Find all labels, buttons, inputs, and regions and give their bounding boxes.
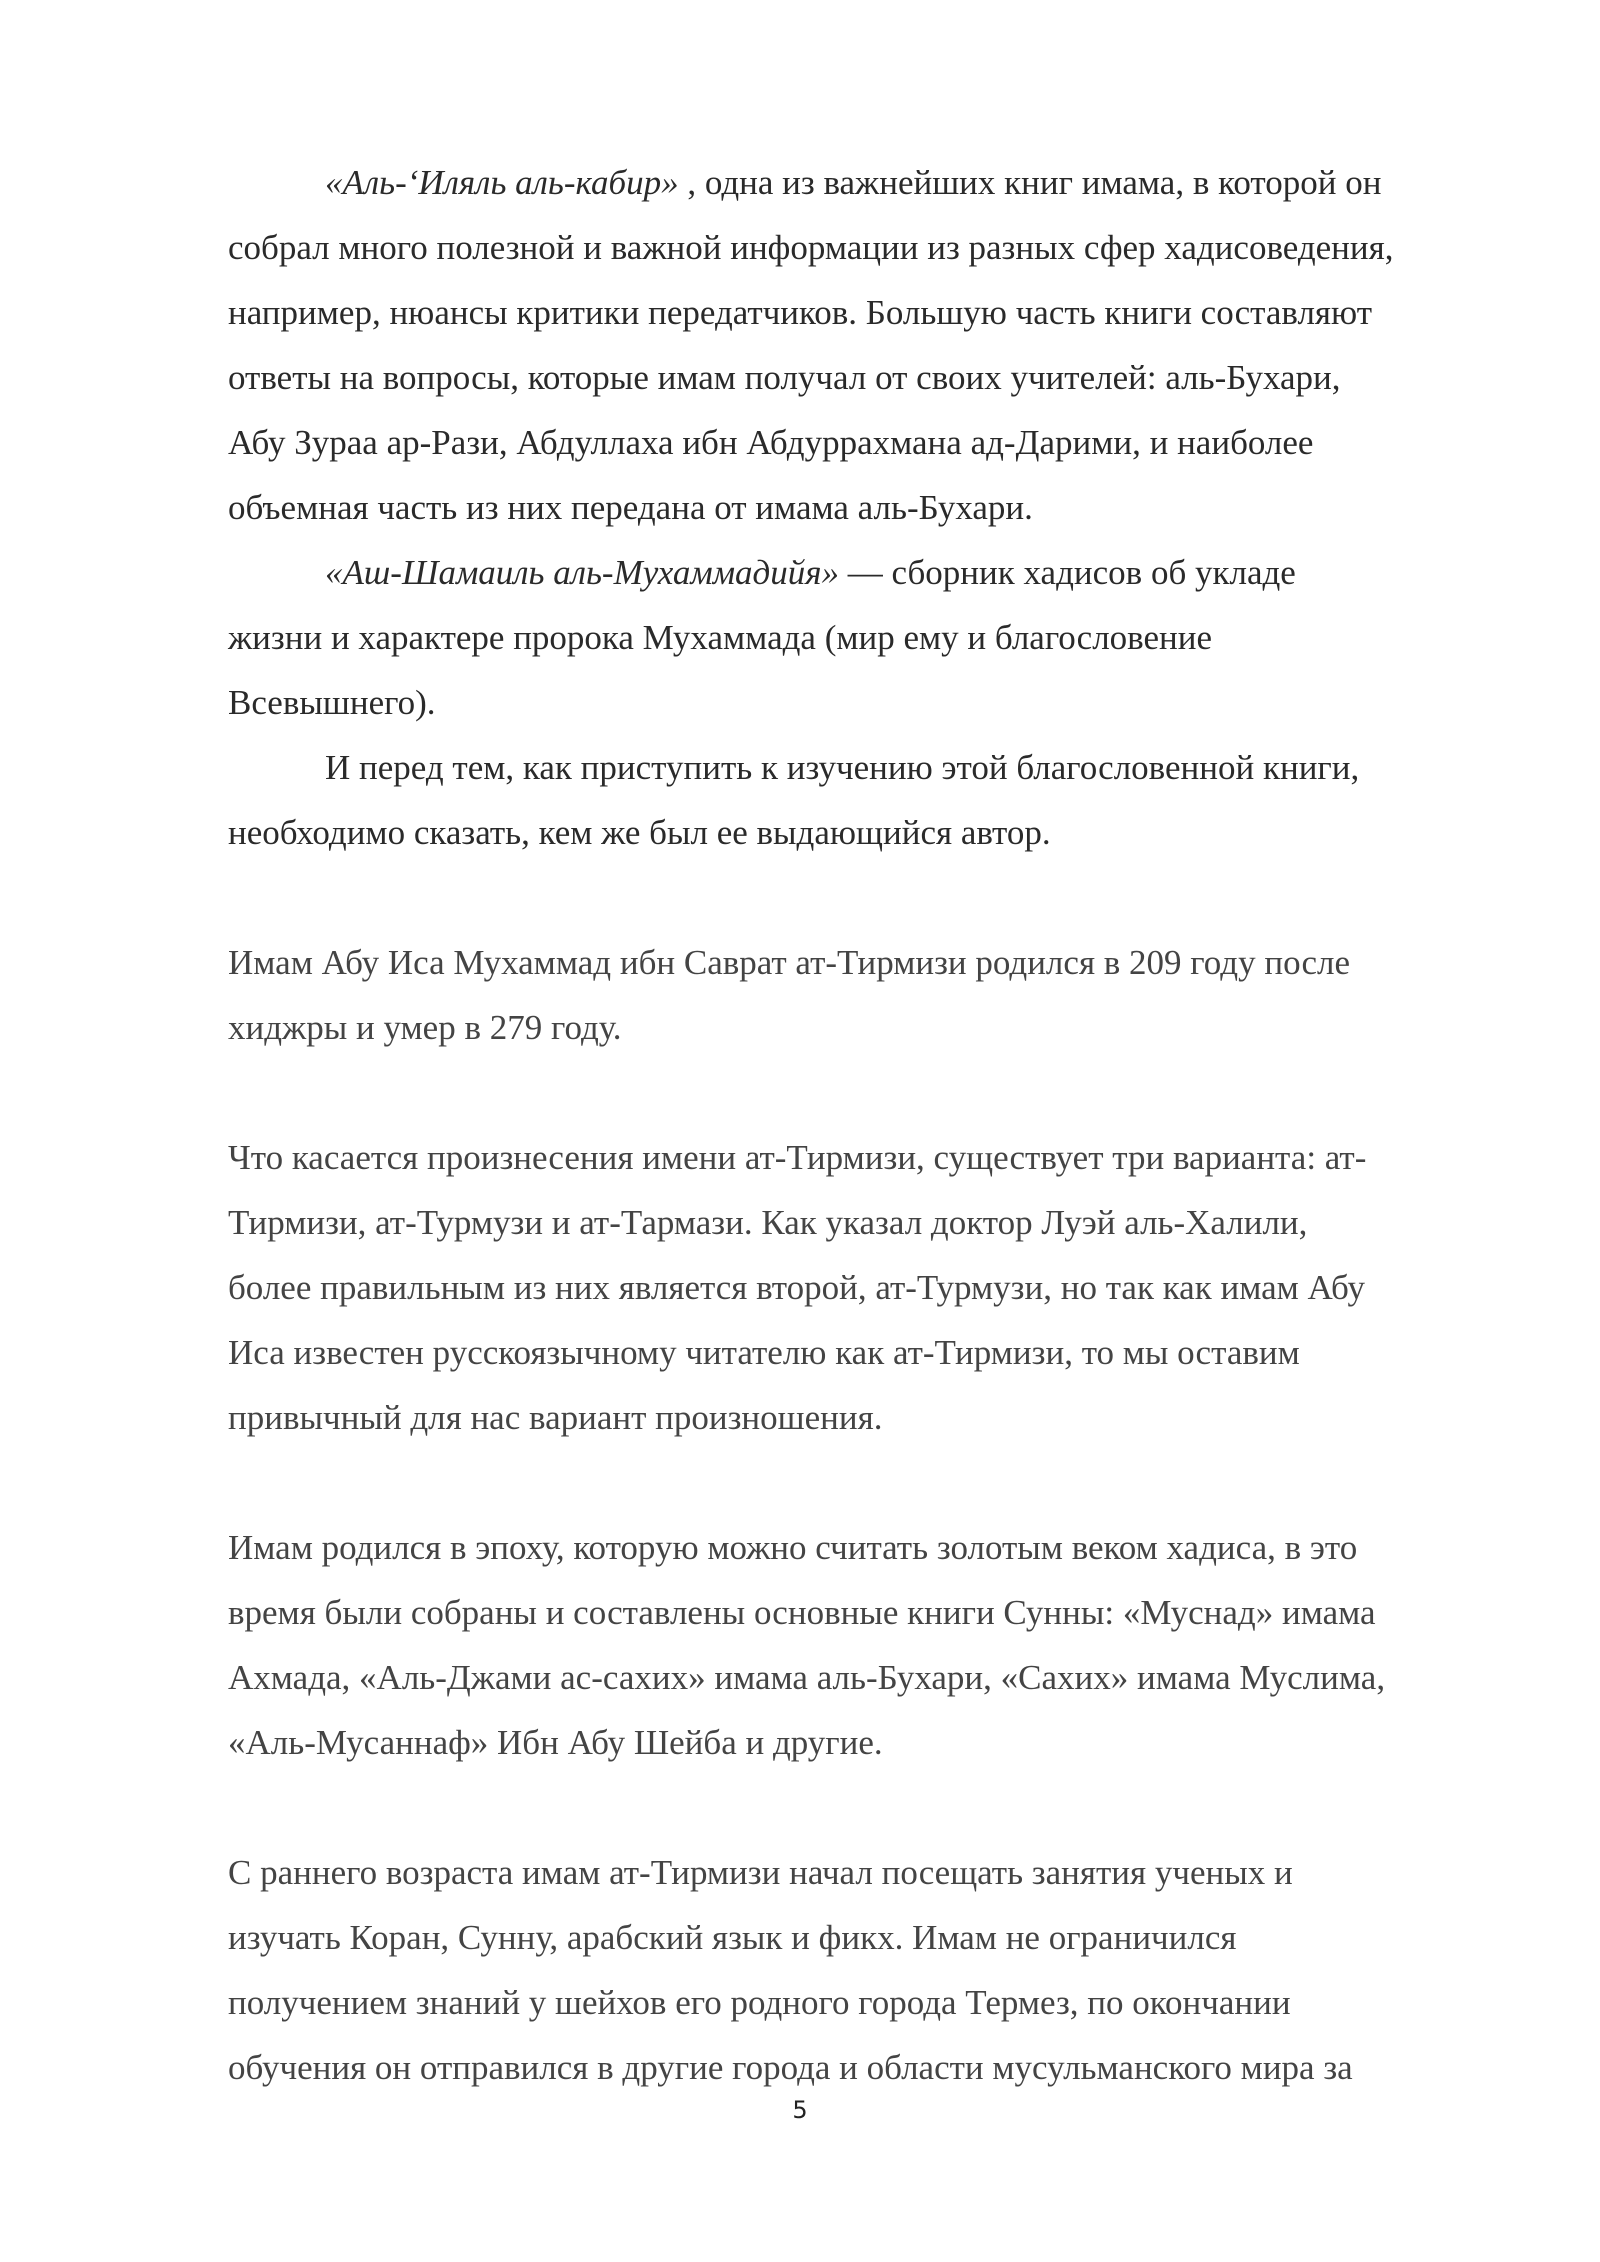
paragraph-golden-age (228, 1515, 1528, 1775)
body-text (228, 150, 1528, 2100)
paragraph-ash-shamail (228, 540, 1528, 735)
book-title-ash-shamail: «Аш-Шамаиль аль-Мухаммадийя» (325, 553, 840, 592)
text-line: время были собраны и составлены основные книги Сунны: «Муснад» имама (228, 1593, 1376, 1632)
text-line (228, 540, 1528, 605)
text-fragment: , одна из важнейших книг имама, в которой он (678, 163, 1382, 202)
text-line: Тирмизи, ат-Турмузи и ат-Тармази. Как указал доктор Луэй аль-Халили, (228, 1203, 1308, 1242)
text-line: И перед тем, как приступить к изучению этой благословенной книги, (325, 748, 1360, 787)
text-fragment: — сборник хадисов об укладе (839, 553, 1296, 592)
text-line: получением знаний у шейхов его родного города Термез, по окончании (228, 1983, 1291, 2022)
page-number: 5 (792, 2096, 808, 2124)
paragraph-early-studies (228, 1840, 1528, 2100)
text-line (228, 150, 1528, 215)
text-line: например, нюансы критики передатчиков. Большую часть книги составляют (228, 293, 1372, 332)
paragraph-pronunciation (228, 1125, 1528, 1450)
text-line: Имам Абу Иса Мухаммад ибн Саврат ат-Тирмизи родился в 209 году после (228, 943, 1350, 982)
text-line: Ахмада, «Аль-Джами ас-сахих» имама аль-Бухари, «Сахих» имама Муслима, (228, 1658, 1386, 1697)
paragraph-introduction (228, 735, 1528, 865)
paragraph-spacer (228, 865, 1528, 930)
paragraph-spacer (228, 1450, 1528, 1515)
text-line: привычный для нас вариант произношения. (228, 1398, 883, 1437)
text-line: «Аль-Мусаннаф» Ибн Абу Шейба и другие. (228, 1723, 883, 1762)
paragraph-al-ilal (228, 150, 1528, 540)
text-line: жизни и характере пророка Мухаммада (мир ему и благословение (228, 618, 1213, 657)
text-line: ответы на вопросы, которые имам получал от своих учителей: аль-Бухари, (228, 358, 1341, 397)
text-line: Иса известен русскоязычному читателю как ат-Тирмизи, то мы оставим (228, 1333, 1300, 1372)
text-line: обучения он отправился в другие города и области мусульманского мира за (228, 2048, 1353, 2087)
paragraph-spacer (228, 1060, 1528, 1125)
text-line: С раннего возраста имам ат-Тирмизи начал посещать занятия ученых и (228, 1853, 1293, 1892)
paragraph-birth (228, 930, 1528, 1060)
text-line: более правильным из них является второй, ат-Турмузи, но так как имам Абу (228, 1268, 1366, 1307)
text-line: Всевышнего). (228, 683, 436, 722)
book-title-al-ilal: «Аль-‘Иляль аль-кабир» (325, 163, 679, 202)
text-line: Абу Зураа ар-Рази, Абдуллаха ибн Абдуррахмана ад-Дарими, и наиболее (228, 423, 1314, 462)
text-line: изучать Коран, Сунну, арабский язык и фикх. Имам не ограничился (228, 1918, 1237, 1957)
text-line: Что касается произнесения имени ат-Тирмизи, существует три варианта: ат- (228, 1138, 1367, 1177)
text-line: необходимо сказать, кем же был ее выдающийся автор. (228, 813, 1051, 852)
text-line: Имам родился в эпоху, которую можно считать золотым веком хадиса, в это (228, 1528, 1358, 1567)
text-line: объемная часть из них передана от имама аль-Бухари. (228, 488, 1033, 527)
text-line: собрал много полезной и важной информации из разных сфер хадисоведения, (228, 228, 1394, 267)
text-line: хиджры и умер в 279 году. (228, 1008, 622, 1047)
paragraph-spacer (228, 1775, 1528, 1840)
